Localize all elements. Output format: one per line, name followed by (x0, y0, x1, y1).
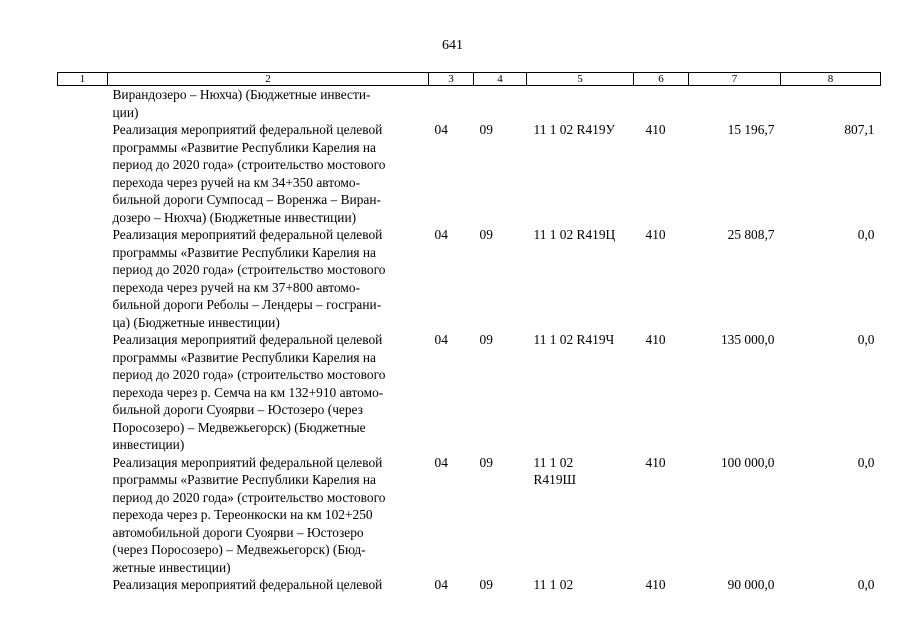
cell-expense-type: 410 (645, 227, 666, 242)
cell-subsection (474, 86, 527, 122)
description-text: Реализация мероприятий федеральной целевой программы «Развитие Республики Карелия на период до 2020 года» (строительство мостового перехода через р. Семча на км 132+910 автомо- бильной дороги Суоярви – Юстозеро (через Поросозеро) – Медвежьегорск) (Бюджетные инвестиции) (112, 332, 386, 452)
cell-target-article (527, 331, 634, 454)
cell-col1 (58, 86, 108, 122)
cell-target-article (527, 86, 634, 122)
cell-section: 04 (434, 332, 448, 347)
cell-section: 04 (434, 227, 448, 242)
cell-expense-type: 410 (645, 122, 666, 137)
cell-description (108, 121, 429, 226)
cell-amount-federal (781, 86, 881, 122)
table-row (58, 576, 881, 594)
column-header-4: 4 (474, 73, 527, 86)
cell-expense-type: 410 (645, 454, 666, 470)
cell-amount: 90 000,0 (727, 577, 775, 592)
cell-subsection: 09 (479, 227, 493, 242)
table-row (58, 226, 881, 331)
cell-col1 (58, 576, 108, 594)
cell-amount (689, 86, 781, 122)
cell-target-article (527, 454, 634, 577)
cell-description (108, 331, 429, 454)
column-header-5: 5 (527, 73, 634, 86)
cell-amount-federal: 0,0 (857, 332, 875, 347)
cell-amount-federal: 0,0 (857, 454, 875, 470)
table-header-row (58, 73, 881, 86)
cell-col1 (58, 226, 108, 331)
column-header-1: 1 (58, 73, 108, 86)
cell-description (108, 576, 429, 594)
cell-col1 (58, 454, 108, 577)
cell-section: 04 (434, 454, 448, 470)
cell-amount: 100 000,0 (720, 454, 775, 470)
description-text: Реализация мероприятий федеральной целевой (112, 577, 383, 592)
column-header-3: 3 (429, 73, 474, 86)
table-row (58, 331, 881, 454)
target-article-text: 11 1 02 R419Ш (533, 454, 577, 487)
cell-col1 (58, 121, 108, 226)
cell-section: 04 (434, 122, 448, 137)
budget-table (57, 72, 881, 594)
cell-section: 04 (434, 577, 448, 592)
cell-target-article (527, 576, 634, 594)
table-row (58, 454, 881, 577)
cell-amount-federal: 0,0 (857, 577, 875, 592)
cell-section (429, 86, 474, 122)
cell-amount: 25 808,7 (727, 227, 775, 242)
cell-amount-federal: 0,0 (857, 227, 875, 242)
cell-subsection: 09 (479, 577, 493, 592)
target-article-text: 11 1 02 R419Ч (533, 332, 615, 347)
cell-description (108, 454, 429, 577)
target-article-text: 11 1 02 R419Ц (533, 227, 616, 242)
description-text: Реализация мероприятий федеральной целевой программы «Развитие Республики Карелия на период до 2020 года» (строительство мостового перехода через ручей на км 34+350 автомо- бильной дороги Сумпосад – Воренжа – Виран- дозеро – Нюхча) (Бюджетные инвестиции) (112, 122, 386, 225)
cell-subsection: 09 (479, 332, 493, 347)
cell-target-article (527, 226, 634, 331)
column-header-6: 6 (634, 73, 689, 86)
cell-description (108, 86, 429, 122)
cell-subsection: 09 (479, 454, 493, 470)
cell-description (108, 226, 429, 331)
cell-expense-type: 410 (645, 332, 666, 347)
column-header-2: 2 (108, 73, 429, 86)
cell-target-article (527, 121, 634, 226)
cell-col1 (58, 331, 108, 454)
table-row (58, 86, 881, 122)
target-article-text: 11 1 02 R419У (533, 122, 616, 137)
cell-amount: 15 196,7 (727, 122, 775, 137)
page-number: 641 (442, 38, 463, 53)
table-row (58, 121, 881, 226)
description-text: Реализация мероприятий федеральной целевой программы «Развитие Республики Карелия на период до 2020 года» (строительство мостового перехода через р. Тереонкоски на км 102+250 автомобильной дороги Суоярви – Юстозеро (через Поросозеро) – Медвежьегорск) (Бюд- жетные инвестиции) (112, 454, 386, 575)
cell-expense-type: 410 (645, 577, 666, 592)
cell-amount-federal: 807,1 (844, 122, 875, 137)
description-text: Вирандозеро – Нюхча) (Бюджетные инвести- ции) (112, 87, 371, 120)
cell-subsection: 09 (479, 122, 493, 137)
column-header-8: 8 (781, 73, 881, 86)
cell-expense-type (634, 86, 689, 122)
target-article-text: 11 1 02 (533, 577, 574, 592)
column-header-7: 7 (689, 73, 781, 86)
cell-amount: 135 000,0 (720, 332, 775, 347)
description-text: Реализация мероприятий федеральной целевой программы «Развитие Республики Карелия на период до 2020 года» (строительство мостового перехода через ручей на км 37+800 автомо- бильной дороги Реболы – Лендеры – госграни- ца) (Бюджетные инвестиции) (112, 227, 386, 330)
